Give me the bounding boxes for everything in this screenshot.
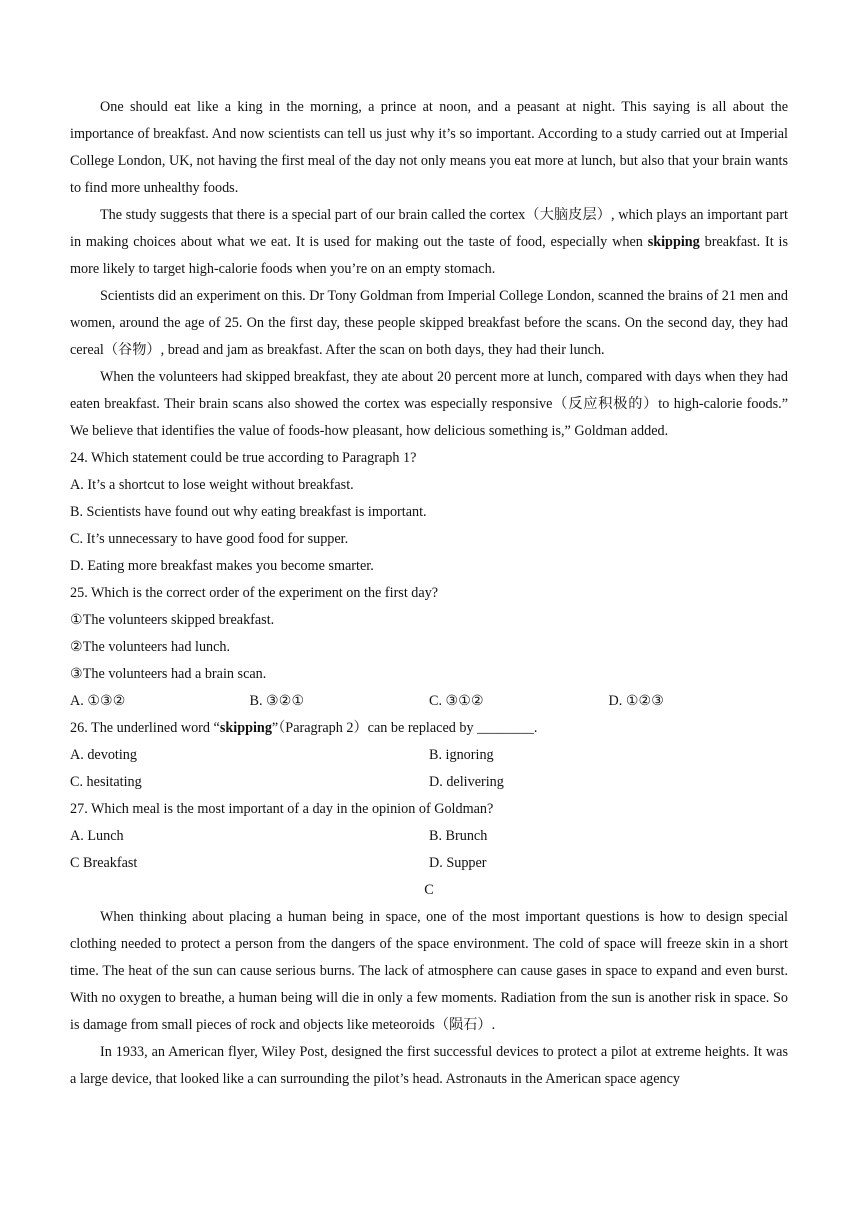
passage-c-heading: C	[424, 882, 434, 898]
question-25-option-b: B. ③②①	[249, 693, 305, 709]
passage-b-paragraph-1: One should eat like a king in the morning, a prince at noon, and a peasant at night. This saying is all about the importance of breakfast. And now scientists can tell us just why it’s so important. According to a study carried out at Imperial College London, UK, not having the first meal of the day not only means you eat more at lunch, but also that your brain wants to find more unhealthy foods.	[70, 99, 788, 196]
question-27-option-a: A. Lunch	[70, 828, 124, 844]
paragraph-2-text-end: breakfast. It is more likely to target high-calorie foods when you’re on an empty stomach.	[70, 234, 789, 277]
question-26-option-c: C. hesitating	[70, 774, 142, 790]
question-27-stem: 27. Which meal is the most important of a day in the opinion of Goldman?	[70, 801, 494, 817]
question-27-options-row-1	[70, 823, 788, 850]
question-26-bold-word: skipping	[219, 720, 272, 736]
question-24-option-d: D. Eating more breakfast makes you become smarter.	[70, 558, 374, 574]
page-content	[70, 94, 788, 1093]
question-26-stem-start: 26. The underlined word “	[70, 720, 220, 736]
paragraph-2-text-start: The study suggests that there is a special part of our brain called the cortex（大脑皮层）, which plays an important part in making choices about what we eat. It is used for making out the taste of food, especially when	[70, 207, 788, 250]
question-26-stem	[70, 715, 788, 742]
question-25-statement-1: ①The volunteers skipped breakfast.	[70, 612, 275, 628]
question-26-option-d: D. delivering	[429, 774, 504, 790]
question-27-option-b: B. Brunch	[429, 828, 488, 844]
question-24-option-b: B. Scientists have found out why eating breakfast is important.	[70, 504, 427, 520]
question-25-options	[70, 688, 788, 715]
question-25-statement-3: ③The volunteers had a brain scan.	[70, 666, 267, 682]
question-25-option-c: C. ③①②	[429, 693, 484, 709]
question-24-option-c: C. It’s unnecessary to have good food for supper.	[70, 531, 349, 547]
question-27-options-row-2	[70, 850, 788, 877]
question-25-stem: 25. Which is the correct order of the experiment on the first day?	[70, 585, 439, 601]
question-24-option-a: A. It’s a shortcut to lose weight without breakfast.	[70, 477, 354, 493]
passage-c-paragraph-2: In 1933, an American flyer, Wiley Post, designed the first successful devices to protect a pilot at extreme heights. It was a large device, that looked like a can surrounding the pilot’s head. Astronauts in the American space agency	[70, 1044, 788, 1087]
question-26-options-row-2	[70, 769, 788, 796]
question-27-option-d: D. Supper	[429, 855, 487, 871]
question-26-option-a: A. devoting	[70, 747, 137, 763]
question-25-option-d: D. ①②③	[608, 693, 664, 709]
question-27-option-c: C Breakfast	[70, 855, 138, 871]
question-26-stem-end: ”（Paragraph 2）can be replaced by ________.	[271, 720, 538, 736]
question-25-statement-2: ②The volunteers had lunch.	[70, 639, 231, 655]
bold-word-skipping: skipping	[647, 234, 700, 250]
question-24-stem: 24. Which statement could be true according to Paragraph 1?	[70, 450, 417, 466]
passage-c-paragraph-1: When thinking about placing a human being in space, one of the most important questions is how to design special clothing needed to protect a person from the dangers of the space environment. The cold of space will freeze skin in a short time. The heat of the sun can cause serious burns. The lack of atmosphere can cause gases in space to expand and even burst. With no oxygen to breathe, a human being will die in only a few moments. Radiation from the sun is another risk in space. So is damage from small pieces of rock and objects like meteoroids（陨石）.	[70, 909, 788, 1033]
passage-b-paragraph-4: When the volunteers had skipped breakfast, they ate about 20 percent more at lunch, compared with days when they had eaten breakfast. Their brain scans also showed the cortex was especially responsive（反应积极的）to high-calorie foods.” We believe that identifies the value of foods-how pleasant, how delicious something is,” Goldman added.	[70, 369, 788, 439]
passage-b-paragraph-2	[70, 202, 788, 283]
passage-b-paragraph-3: Scientists did an experiment on this. Dr Tony Goldman from Imperial College London, scanned the brains of 21 men and women, around the age of 25. On the first day, these people skipped breakfast before the scans. On the second day, they had cereal（谷物）, bread and jam as breakfast. After the scan on both days, they had their lunch.	[70, 288, 788, 358]
question-26-options-row-1	[70, 742, 788, 769]
question-25-option-a: A. ①③②	[70, 693, 126, 709]
question-26-option-b: B. ignoring	[429, 747, 494, 763]
